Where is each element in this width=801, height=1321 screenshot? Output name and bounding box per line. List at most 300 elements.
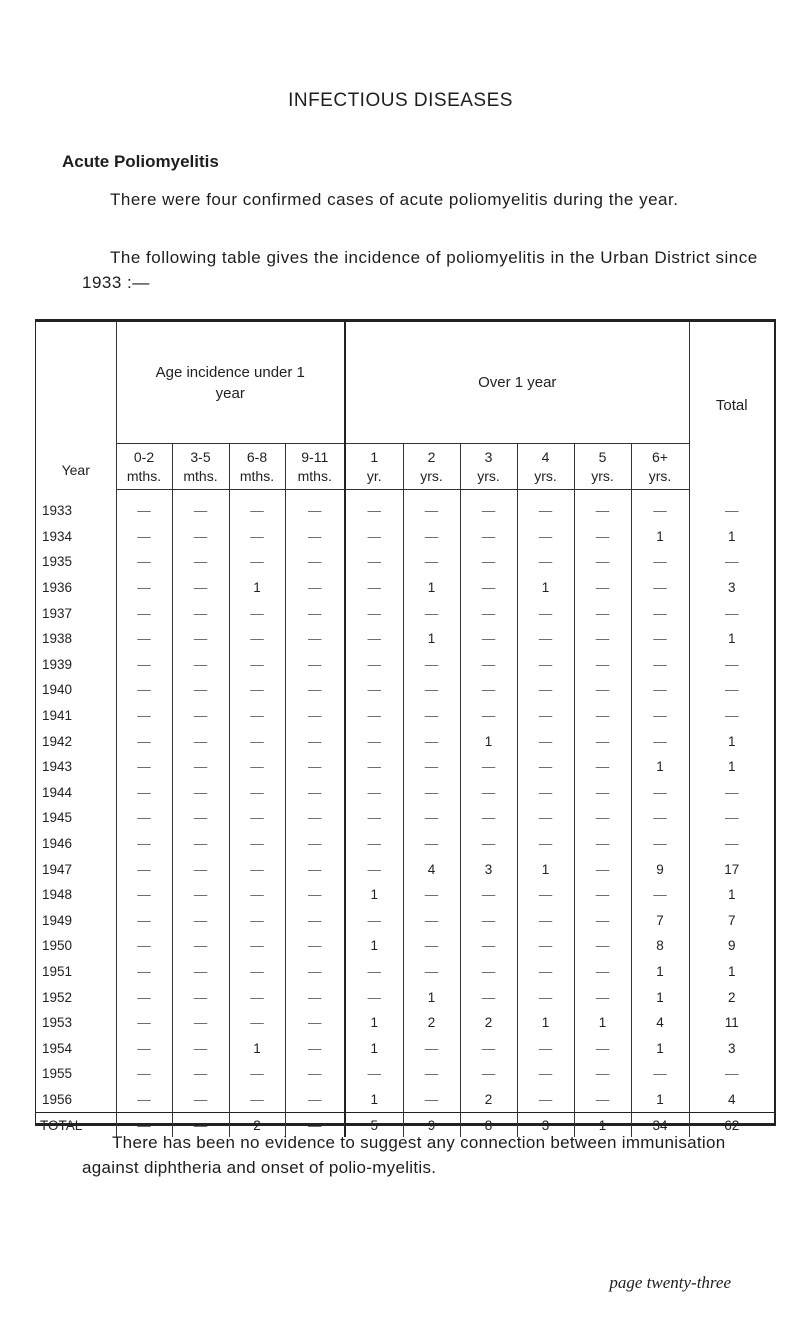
table-cell: — bbox=[403, 1087, 460, 1113]
table-row bbox=[36, 652, 774, 678]
table-cell: — bbox=[631, 1061, 689, 1087]
table-cell: — bbox=[517, 703, 574, 729]
table-cell: — bbox=[345, 959, 403, 985]
table-cell: — bbox=[517, 524, 574, 550]
table-cell: — bbox=[631, 805, 689, 831]
table-row bbox=[36, 805, 774, 831]
table-cell: — bbox=[517, 754, 574, 780]
column-header-line1: 4 bbox=[541, 448, 550, 465]
table-cell: — bbox=[460, 908, 517, 934]
row-total-cell: — bbox=[689, 677, 774, 703]
table-cell: — bbox=[517, 728, 574, 754]
table-cell: — bbox=[574, 677, 631, 703]
table-row bbox=[36, 933, 774, 959]
row-total-cell: — bbox=[689, 549, 774, 575]
table-cell: 1 bbox=[517, 575, 574, 601]
column-header-line1: 3 bbox=[484, 448, 493, 465]
page-number: page twenty-three bbox=[609, 1273, 731, 1292]
table-cell: 1 bbox=[229, 575, 285, 601]
table-row bbox=[36, 1087, 774, 1113]
table-row bbox=[36, 959, 774, 985]
table-cell: — bbox=[172, 490, 229, 524]
row-total-cell: 1 bbox=[689, 524, 774, 550]
row-total-cell: — bbox=[689, 652, 774, 678]
table-cell: — bbox=[517, 984, 574, 1010]
table-cell: — bbox=[460, 984, 517, 1010]
table-row bbox=[36, 549, 774, 575]
table-cell: 1 bbox=[631, 1087, 689, 1113]
table-cell: — bbox=[460, 754, 517, 780]
table-cell: — bbox=[116, 703, 172, 729]
table-cell: 4 bbox=[631, 1010, 689, 1036]
table-cell: — bbox=[345, 984, 403, 1010]
row-year: 1936 bbox=[42, 580, 73, 596]
table-cell: — bbox=[172, 626, 229, 652]
year-header: Year bbox=[61, 461, 90, 478]
table-cell: — bbox=[574, 805, 631, 831]
column-header-line1: 6+ bbox=[652, 448, 668, 465]
total-cell: — bbox=[285, 1113, 345, 1138]
table-cell: — bbox=[229, 959, 285, 985]
table-cell: — bbox=[116, 754, 172, 780]
table-cell: — bbox=[517, 1035, 574, 1061]
table-row bbox=[36, 677, 774, 703]
under-1-year-header bbox=[116, 322, 345, 444]
row-year: 1956 bbox=[42, 1091, 73, 1107]
column-header-line1: 3-5 bbox=[190, 448, 211, 465]
table-cell: — bbox=[574, 959, 631, 985]
row-total-cell: 1 bbox=[689, 728, 774, 754]
table-cell: — bbox=[345, 908, 403, 934]
table-cell: — bbox=[345, 780, 403, 806]
table-cell: — bbox=[574, 984, 631, 1010]
table-cell: 3 bbox=[460, 856, 517, 882]
table-cell: — bbox=[229, 652, 285, 678]
table-cell: — bbox=[229, 908, 285, 934]
table-cell: — bbox=[172, 575, 229, 601]
table-cell: — bbox=[517, 908, 574, 934]
row-total-cell: 1 bbox=[689, 882, 774, 908]
table-cell: — bbox=[229, 882, 285, 908]
table-row bbox=[36, 524, 774, 550]
table-cell: — bbox=[172, 549, 229, 575]
table-cell: — bbox=[574, 1061, 631, 1087]
table-cell: — bbox=[403, 490, 460, 524]
table-cell: — bbox=[574, 600, 631, 626]
table-cell: — bbox=[172, 652, 229, 678]
table-cell: — bbox=[229, 780, 285, 806]
table-row bbox=[36, 626, 774, 652]
table-cell: — bbox=[460, 882, 517, 908]
table-cell: — bbox=[460, 959, 517, 985]
table-row bbox=[36, 856, 774, 882]
table-cell: — bbox=[285, 908, 345, 934]
table-cell: — bbox=[574, 575, 631, 601]
table-cell: — bbox=[345, 626, 403, 652]
table-cell: — bbox=[229, 626, 285, 652]
table-cell: — bbox=[403, 908, 460, 934]
table-cell: — bbox=[345, 856, 403, 882]
table-cell: — bbox=[229, 831, 285, 857]
table-cell: — bbox=[285, 805, 345, 831]
total-cell: 62 bbox=[689, 1113, 774, 1138]
table-cell: — bbox=[460, 524, 517, 550]
table-cell: — bbox=[285, 754, 345, 780]
table-cell: — bbox=[172, 805, 229, 831]
row-year: 1934 bbox=[42, 528, 73, 544]
table-cell: — bbox=[229, 549, 285, 575]
table-cell: — bbox=[403, 524, 460, 550]
column-header bbox=[172, 444, 229, 490]
table-cell: — bbox=[345, 703, 403, 729]
table-cell: 1 bbox=[517, 856, 574, 882]
table-cell: — bbox=[229, 600, 285, 626]
total-cell: 2 bbox=[229, 1113, 285, 1138]
table-cell: — bbox=[517, 1061, 574, 1087]
table-cell: — bbox=[229, 933, 285, 959]
table-cell: — bbox=[574, 626, 631, 652]
table-cell: — bbox=[172, 780, 229, 806]
table-cell: 9 bbox=[631, 856, 689, 882]
row-total-cell: 7 bbox=[689, 908, 774, 934]
table-cell: — bbox=[116, 652, 172, 678]
table-cell: — bbox=[403, 805, 460, 831]
table-cell: — bbox=[116, 1035, 172, 1061]
table-cell: — bbox=[229, 490, 285, 524]
table-cell: — bbox=[285, 856, 345, 882]
table-cell: 1 bbox=[345, 1010, 403, 1036]
column-header bbox=[285, 444, 345, 490]
table-cell: — bbox=[116, 805, 172, 831]
row-total-cell: 1 bbox=[689, 959, 774, 985]
table-cell: — bbox=[285, 831, 345, 857]
column-header-line1: 9-11 bbox=[301, 448, 329, 465]
table-cell: — bbox=[631, 600, 689, 626]
table-cell: — bbox=[229, 754, 285, 780]
table-cell: — bbox=[574, 780, 631, 806]
total-cell: — bbox=[116, 1113, 172, 1138]
row-year: 1949 bbox=[42, 912, 73, 928]
table-row bbox=[36, 908, 774, 934]
table-row bbox=[36, 882, 774, 908]
table-cell: — bbox=[460, 933, 517, 959]
paragraph-confirmed-cases: There were four confirmed cases of acute poliomyelitis during the year. bbox=[110, 190, 679, 209]
row-year: 1935 bbox=[42, 554, 73, 570]
table-cell: — bbox=[574, 908, 631, 934]
table-cell: — bbox=[631, 626, 689, 652]
table-row bbox=[36, 728, 774, 754]
table-cell: — bbox=[285, 1010, 345, 1036]
table-cell: 1 bbox=[345, 882, 403, 908]
row-year: 1947 bbox=[42, 861, 73, 877]
table-cell: — bbox=[460, 703, 517, 729]
table-cell: — bbox=[285, 677, 345, 703]
table-cell: — bbox=[285, 728, 345, 754]
incidence-table-grid bbox=[36, 322, 774, 1137]
table-cell: — bbox=[285, 524, 345, 550]
row-year: 1938 bbox=[42, 631, 73, 647]
table-cell: — bbox=[229, 524, 285, 550]
table-cell: — bbox=[172, 856, 229, 882]
table-cell: — bbox=[116, 728, 172, 754]
table-cell: — bbox=[172, 908, 229, 934]
row-year: 1933 bbox=[42, 503, 73, 519]
table-cell: — bbox=[285, 490, 345, 524]
table-row bbox=[36, 780, 774, 806]
table-cell: — bbox=[631, 677, 689, 703]
total-header: Total bbox=[689, 322, 774, 490]
table-cell: — bbox=[285, 1035, 345, 1061]
table-cell: — bbox=[172, 1087, 229, 1113]
table-cell: — bbox=[574, 490, 631, 524]
table-cell: — bbox=[345, 524, 403, 550]
table-cell: — bbox=[403, 549, 460, 575]
table-cell: — bbox=[172, 959, 229, 985]
table-cell: — bbox=[631, 490, 689, 524]
total-cell: 9 bbox=[403, 1113, 460, 1138]
table-cell: — bbox=[229, 703, 285, 729]
row-total-cell: — bbox=[689, 600, 774, 626]
table-cell: — bbox=[345, 575, 403, 601]
row-year: 1948 bbox=[42, 887, 73, 903]
row-year: 1953 bbox=[42, 1015, 73, 1031]
table-cell: — bbox=[285, 984, 345, 1010]
table-cell: — bbox=[116, 1061, 172, 1087]
table-cell: — bbox=[229, 984, 285, 1010]
row-year: 1955 bbox=[42, 1066, 73, 1082]
over-1-year-header: Over 1 year bbox=[345, 322, 689, 444]
table-cell: — bbox=[460, 626, 517, 652]
column-header-line2: yrs. bbox=[648, 467, 672, 484]
table-cell: — bbox=[116, 575, 172, 601]
column-header-line2: yrs. bbox=[591, 467, 614, 484]
table-cell: — bbox=[517, 1087, 574, 1113]
table-cell: — bbox=[229, 805, 285, 831]
table-cell: — bbox=[631, 780, 689, 806]
table-cell: — bbox=[403, 933, 460, 959]
row-total-cell: 3 bbox=[689, 1035, 774, 1061]
table-row bbox=[36, 703, 774, 729]
table-cell: — bbox=[517, 780, 574, 806]
table-cell: — bbox=[574, 882, 631, 908]
table-cell: — bbox=[460, 780, 517, 806]
table-cell: — bbox=[460, 600, 517, 626]
table-cell: — bbox=[172, 754, 229, 780]
table-cell: — bbox=[460, 549, 517, 575]
table-cell: — bbox=[631, 549, 689, 575]
paragraph-table-intro: The following table gives the incidence of poliomyelitis in the Urban District since 1933 :— bbox=[82, 248, 758, 292]
table-cell: — bbox=[116, 984, 172, 1010]
table-cell: — bbox=[517, 882, 574, 908]
row-year: 1940 bbox=[42, 682, 73, 698]
table-cell: — bbox=[229, 856, 285, 882]
table-cell: — bbox=[229, 1010, 285, 1036]
table-cell: — bbox=[517, 805, 574, 831]
table-cell: — bbox=[403, 1035, 460, 1061]
table-cell: — bbox=[574, 1035, 631, 1061]
column-header-line2: yr. bbox=[366, 467, 382, 484]
table-cell: — bbox=[172, 600, 229, 626]
table-cell: — bbox=[403, 703, 460, 729]
total-cell: 34 bbox=[631, 1113, 689, 1138]
total-cell: 5 bbox=[345, 1113, 403, 1138]
table-cell: — bbox=[285, 549, 345, 575]
table-cell: — bbox=[517, 490, 574, 524]
row-total-cell: 1 bbox=[689, 626, 774, 652]
column-header-line1: 6-8 bbox=[246, 448, 268, 465]
table-cell: — bbox=[172, 984, 229, 1010]
row-total-cell: — bbox=[689, 780, 774, 806]
table-cell: — bbox=[345, 549, 403, 575]
table-cell: 1 bbox=[631, 524, 689, 550]
row-year: 1939 bbox=[42, 656, 73, 672]
table-cell: — bbox=[574, 703, 631, 729]
table-cell: — bbox=[460, 490, 517, 524]
table-cell: — bbox=[460, 677, 517, 703]
table-cell: — bbox=[345, 490, 403, 524]
row-year: 1951 bbox=[42, 963, 73, 979]
row-year: 1941 bbox=[42, 708, 73, 724]
row-total-cell: — bbox=[689, 490, 774, 524]
table-cell: — bbox=[172, 677, 229, 703]
row-year: 1946 bbox=[42, 836, 73, 852]
table-cell: — bbox=[345, 600, 403, 626]
table-cell: — bbox=[517, 600, 574, 626]
row-total-cell: 2 bbox=[689, 984, 774, 1010]
table-cell: — bbox=[403, 882, 460, 908]
table-cell: — bbox=[116, 549, 172, 575]
row-total-cell: 11 bbox=[689, 1010, 774, 1036]
column-header bbox=[345, 444, 403, 490]
table-row bbox=[36, 490, 774, 524]
table-cell: — bbox=[345, 754, 403, 780]
table-cell: — bbox=[460, 1035, 517, 1061]
row-total-cell: — bbox=[689, 1061, 774, 1087]
table-cell: — bbox=[116, 780, 172, 806]
row-year: 1954 bbox=[42, 1040, 73, 1056]
table-cell: 1 bbox=[631, 984, 689, 1010]
table-cell: — bbox=[631, 575, 689, 601]
row-total-cell: 1 bbox=[689, 754, 774, 780]
table-cell: — bbox=[229, 677, 285, 703]
table-cell: — bbox=[172, 933, 229, 959]
table-cell: — bbox=[116, 882, 172, 908]
table-cell: — bbox=[517, 959, 574, 985]
row-year: 1937 bbox=[42, 605, 73, 621]
table-cell: — bbox=[631, 831, 689, 857]
table-cell: — bbox=[460, 805, 517, 831]
table-cell: — bbox=[172, 882, 229, 908]
table-cell: — bbox=[229, 1061, 285, 1087]
column-header bbox=[631, 444, 689, 490]
total-cell: 1 bbox=[574, 1113, 631, 1138]
table-cell: — bbox=[574, 549, 631, 575]
table-cell: — bbox=[116, 626, 172, 652]
table-cell: — bbox=[172, 1035, 229, 1061]
row-total-cell: — bbox=[689, 831, 774, 857]
table-cell: — bbox=[172, 1010, 229, 1036]
table-cell: 1 bbox=[403, 626, 460, 652]
table-cell: — bbox=[403, 677, 460, 703]
row-total-cell: 9 bbox=[689, 933, 774, 959]
row-total-cell: 3 bbox=[689, 575, 774, 601]
column-header-line1: 1 bbox=[370, 448, 379, 465]
total-cell: — bbox=[172, 1113, 229, 1138]
table-cell: — bbox=[285, 575, 345, 601]
column-header bbox=[229, 444, 285, 490]
total-cell: 3 bbox=[517, 1113, 574, 1138]
table-cell: — bbox=[116, 600, 172, 626]
table-cell: — bbox=[172, 728, 229, 754]
table-cell: — bbox=[229, 1087, 285, 1113]
column-header-line2: yrs. bbox=[534, 467, 557, 484]
table-cell: — bbox=[631, 882, 689, 908]
table-cell: — bbox=[403, 1061, 460, 1087]
table-cell: 2 bbox=[460, 1010, 517, 1036]
table-cell: — bbox=[460, 1061, 517, 1087]
table-cell: — bbox=[345, 1061, 403, 1087]
table-cell: — bbox=[285, 959, 345, 985]
column-header bbox=[517, 444, 574, 490]
table-cell: 7 bbox=[631, 908, 689, 934]
row-total-cell: 17 bbox=[689, 856, 774, 882]
table-cell: 1 bbox=[403, 575, 460, 601]
table-cell: — bbox=[345, 805, 403, 831]
table-row bbox=[36, 1010, 774, 1036]
table-cell: — bbox=[116, 1087, 172, 1113]
column-header-line1: 5 bbox=[598, 448, 607, 465]
table-cell: — bbox=[345, 677, 403, 703]
table-cell: 1 bbox=[574, 1010, 631, 1036]
table-cell: — bbox=[574, 1087, 631, 1113]
table-cell: — bbox=[517, 933, 574, 959]
table-cell: 1 bbox=[345, 1087, 403, 1113]
column-header bbox=[460, 444, 517, 490]
column-header bbox=[403, 444, 460, 490]
row-total-cell: — bbox=[689, 805, 774, 831]
table-cell: — bbox=[172, 524, 229, 550]
row-year: 1945 bbox=[42, 810, 73, 826]
table-row bbox=[36, 1061, 774, 1087]
table-row bbox=[36, 575, 774, 601]
total-row-label: TOTAL bbox=[36, 1113, 116, 1138]
table-cell: — bbox=[116, 831, 172, 857]
table-cell: — bbox=[631, 652, 689, 678]
table-cell: — bbox=[285, 703, 345, 729]
table-cell: — bbox=[403, 780, 460, 806]
table-cell: — bbox=[574, 728, 631, 754]
table-cell: — bbox=[116, 524, 172, 550]
table-cell: — bbox=[345, 728, 403, 754]
table-cell: — bbox=[574, 524, 631, 550]
section-heading: Acute Poliomyelitis bbox=[62, 152, 219, 171]
table-cell: 1 bbox=[345, 1035, 403, 1061]
table-cell: — bbox=[403, 831, 460, 857]
table-cell: 1 bbox=[229, 1035, 285, 1061]
table-cell: 8 bbox=[631, 933, 689, 959]
table-cell: — bbox=[172, 703, 229, 729]
column-header-line1: 2 bbox=[427, 448, 436, 465]
table-cell: — bbox=[574, 652, 631, 678]
column-header-line1: 0-2 bbox=[133, 448, 155, 465]
table-cell: — bbox=[517, 549, 574, 575]
column-header bbox=[116, 444, 172, 490]
table-cell: — bbox=[517, 831, 574, 857]
column-header-line2: yrs. bbox=[420, 467, 443, 484]
under-1-year-label: Age incidence under 1 year bbox=[155, 363, 305, 402]
table-cell: — bbox=[460, 652, 517, 678]
table-row bbox=[36, 831, 774, 857]
